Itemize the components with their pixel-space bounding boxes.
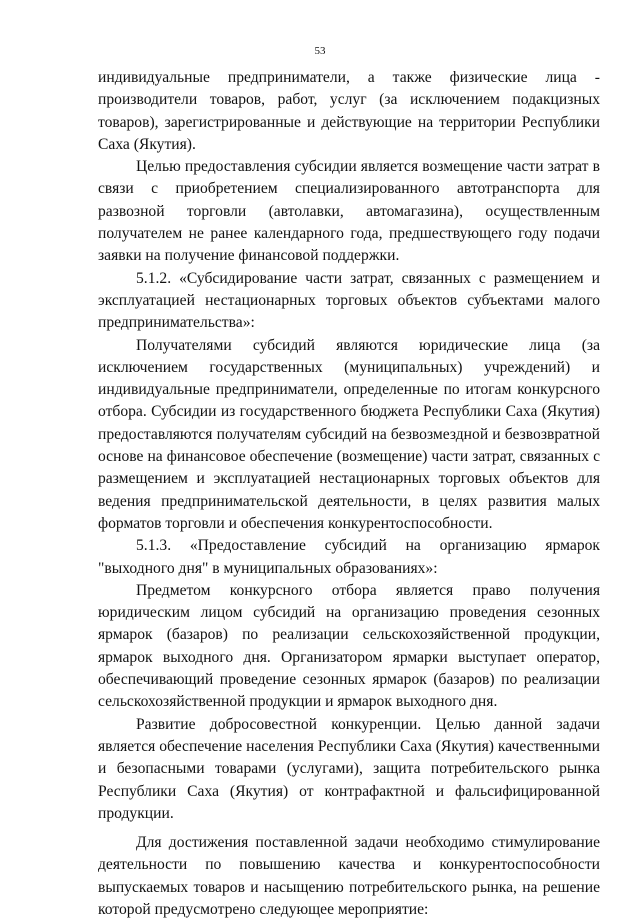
document-body <box>98 67 600 921</box>
paragraph-subsidy-purpose: Целью предоставления субсидии является возмещение части затрат в связи с приобретением специализированного автотранспорта для развозной торговли (автолавки, автомагазина), осуществленным получателем не ранее календарного года, предшествующего году подачи заявки на получение финансовой поддержки. <box>98 158 600 265</box>
paragraph-subsidy-recipients: Получателями субсидий являются юридические лица (за исключением государственных (муниципальных) учреждений) и индивидуальные предприниматели, определенные по итогам конкурсного отбора. Субсидии из государственного бюджета Республики Саха (Якутия) предоставляются получателям субсидий на безвозмездной и безвозвратной основе на финансовое обеспечение (возмещение) части затрат, связанных с размещением и эксплуатацией нестационарных торговых объектов для ведения предпринимательской деятельности, в целях развития малых форматов торговли и обеспечения конкурентоспособности. <box>98 336 600 532</box>
section-heading-5-1-3: 5.1.3. «Предоставление субсидий на организацию ярмарок "выходного дня" в муниципальных образованиях»: <box>98 537 600 577</box>
paragraph-task-achievement: Для достижения поставленной задачи необходимо стимулирование деятельности по повышению качества и конкурентоспособности выпускаемых товаров и насыщению потребительского рынка, на решение которой предусмотрено следующее мероприятие: <box>98 834 600 918</box>
paragraph-continuation: индивидуальные предприниматели, а также физические лица - производители товаров, работ, услуг (за исключением подакцизных товаров), зарегистрированные и действующие на территории Республики Саха (Якутия). <box>98 69 600 153</box>
page-number: 53 <box>314 45 326 57</box>
paragraph-fair-competition: Развитие добросовестной конкуренции. Целью данной задачи является обеспечение населения Республики Саха (Якутия) качественными и безопасными товарами (услугами), защита потребительского рынка Республики Саха (Якутия) от контрафактной и фальсифицированной продукции. <box>98 715 600 822</box>
section-heading-5-1-2: 5.1.2. «Субсидирование части затрат, связанных с размещением и эксплуатацией нестационарных торговых объектов субъектами малого предпринимательства»: <box>98 269 600 332</box>
paragraph-competition-subject: Предметом конкурсного отбора является право получения юридическим лицом субсидий на организацию проведения сезонных ярмарок (базаров) по реализации сельскохозяйственной продукции, ярмарок выходного дня. Организатором ярмарки выступает оператор, обеспечивающий проведение сезонных ярмарок (базаров) по реализации сельскохозяйственной продукции и ярмарок выходного дня. <box>98 581 600 711</box>
